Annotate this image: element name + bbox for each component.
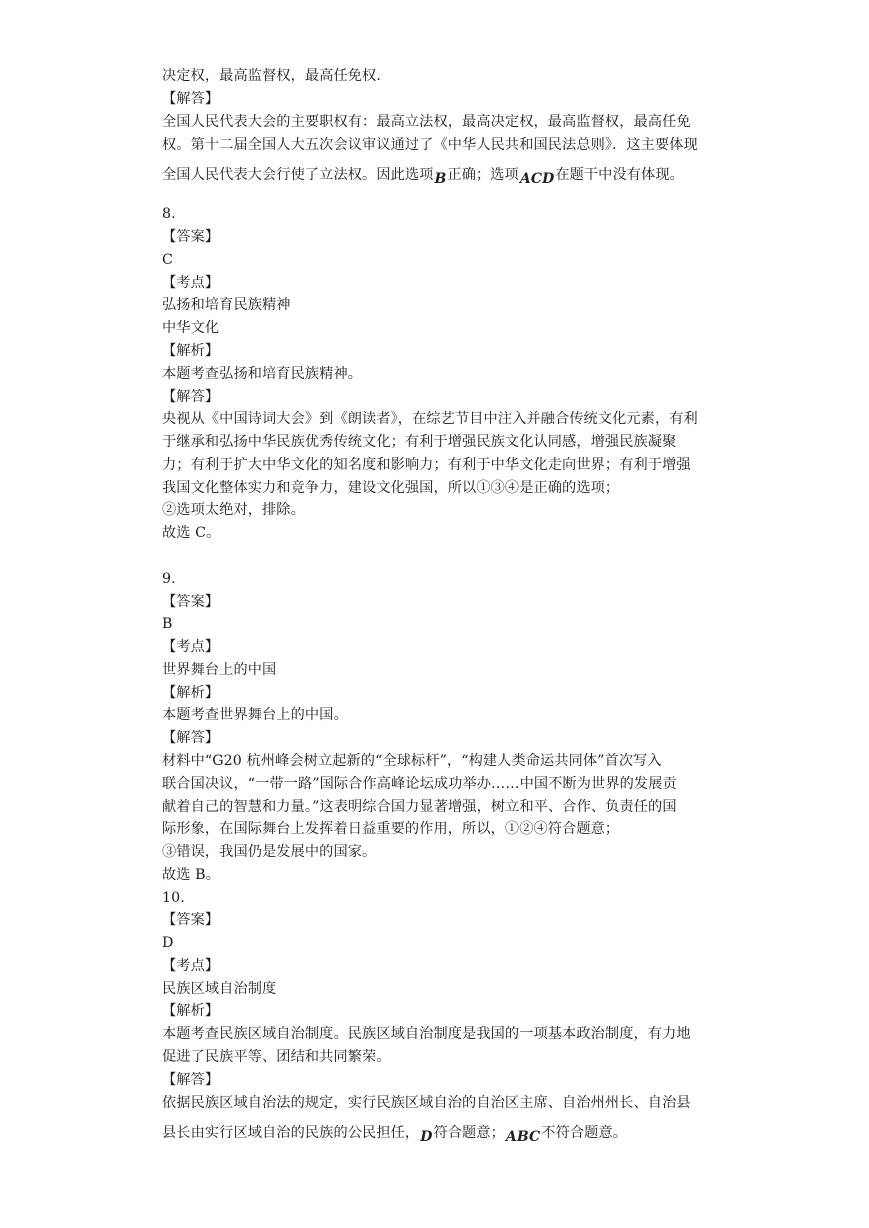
kaodian-label: 【考点】	[162, 639, 220, 655]
jieda-text-line: 材料中“G20 杭州峰会树立起新的“全球标杆”，“构建人类命运共同体”首次写入	[162, 753, 662, 769]
jieda-text-line: 于继承和弘扬中华民族优秀传统文化；有利于增强民族文化认同感，增强民族凝聚	[162, 434, 677, 450]
text-span: 全国人民代表大会行使了立法权。因此选项	[162, 167, 434, 183]
jiexi-label: 【解析】	[162, 1003, 220, 1019]
answer-label: 【答案】	[162, 229, 220, 245]
jieda-text-line: 力；有利于扩大中华文化的知名度和影响力；有利于中华文化走向世界；有利于增强	[162, 457, 691, 473]
jieda-text-line: 全国人民代表大会的主要职权有：最高立法权，最高决定权，最高监督权，最高任免	[162, 114, 691, 130]
jieda-label: 【解答】	[162, 1072, 220, 1088]
jieda-text-line: 联合国决议，“一带一路”国际合作高峰论坛成功举办……中国不断为世界的发展贡	[162, 776, 677, 792]
text-span: 符合题意；	[433, 1125, 505, 1141]
question-number: 10.	[162, 890, 185, 906]
text-span: 不符合题意。	[541, 1125, 628, 1141]
answer-value: B	[162, 616, 173, 632]
jiexi-label: 【解析】	[162, 343, 220, 359]
jieda-text-line: 献着自己的智慧和力量。”这表明综合国力显著增强，树立和平、合作、负责任的国	[162, 799, 677, 815]
kaodian-item: 弘扬和培育民族精神	[162, 297, 291, 313]
jieda-text-line: ③错误，我国仍是发展中的国家。	[162, 844, 377, 860]
jieda-conclusion: 故选 C。	[162, 525, 221, 541]
jiexi-text-line: 本题考查民族区域自治制度。民族区域自治制度是我国的一项基本政治制度，有力地	[162, 1026, 691, 1042]
jiexi-text: 本题考查世界舞台上的中国。	[162, 707, 348, 723]
jieda-label: 【解答】	[162, 91, 220, 107]
jieda-label: 【解答】	[162, 389, 220, 405]
answer-value: D	[162, 935, 174, 951]
answer-label: 【答案】	[162, 594, 220, 610]
kaodian-label: 【考点】	[162, 958, 220, 974]
question-number: 9.	[162, 571, 176, 587]
kaodian-item: 世界舞台上的中国	[162, 662, 277, 678]
text-span: 县长由实行区域自治的民族的公民担任，	[162, 1125, 420, 1141]
prev-answer-tail: 决定权，最高监督权，最高任免权．	[162, 68, 391, 84]
answer-label: 【答案】	[162, 912, 220, 928]
jieda-text-line-with-math	[162, 1123, 739, 1143]
jieda-text-line-with-math	[162, 165, 739, 185]
jieda-text-line: ②选项太绝对，排除。	[162, 502, 305, 518]
math-option: ACD	[519, 171, 555, 187]
kaodian-item: 中华文化	[162, 320, 220, 336]
jiexi-text: 本题考查弘扬和培育民族精神。	[162, 366, 363, 382]
math-option: ABC	[505, 1129, 541, 1145]
jieda-text-line: 我国文化整体实力和竞争力，建设文化强国，所以①③④是正确的选项；	[162, 480, 620, 496]
jieda-text-line: 央视从《中国诗词大会》到《朗读者》，在综艺节目中注入并融合传统文化元素，有利	[162, 411, 698, 427]
answer-value: C	[162, 252, 173, 268]
kaodian-item: 民族区域自治制度	[162, 981, 277, 997]
math-option: B	[434, 171, 447, 187]
jieda-text-line: 权。第十二届全国人大五次会议审议通过了《中华人民共和国民法总则》．这主要体现	[162, 137, 698, 153]
kaodian-label: 【考点】	[162, 275, 220, 291]
question-number: 8.	[162, 206, 176, 222]
jieda-text-line: 依据民族区域自治法的规定，实行民族区域自治的自治区主席、自治州州长、自治县	[162, 1095, 691, 1111]
math-option: D	[420, 1129, 433, 1145]
jieda-label: 【解答】	[162, 730, 220, 746]
text-span: 在题干中没有体现。	[555, 167, 684, 183]
jieda-conclusion: 故选 B。	[162, 867, 220, 883]
jiexi-text-line: 促进了民族平等、团结和共同繁荣。	[162, 1049, 391, 1065]
jiexi-label: 【解析】	[162, 685, 220, 701]
jieda-text-line: 际形象，在国际舞台上发挥着日益重要的作用，所以，①②④符合题意；	[162, 821, 620, 837]
text-span: 正确；选项	[447, 167, 519, 183]
